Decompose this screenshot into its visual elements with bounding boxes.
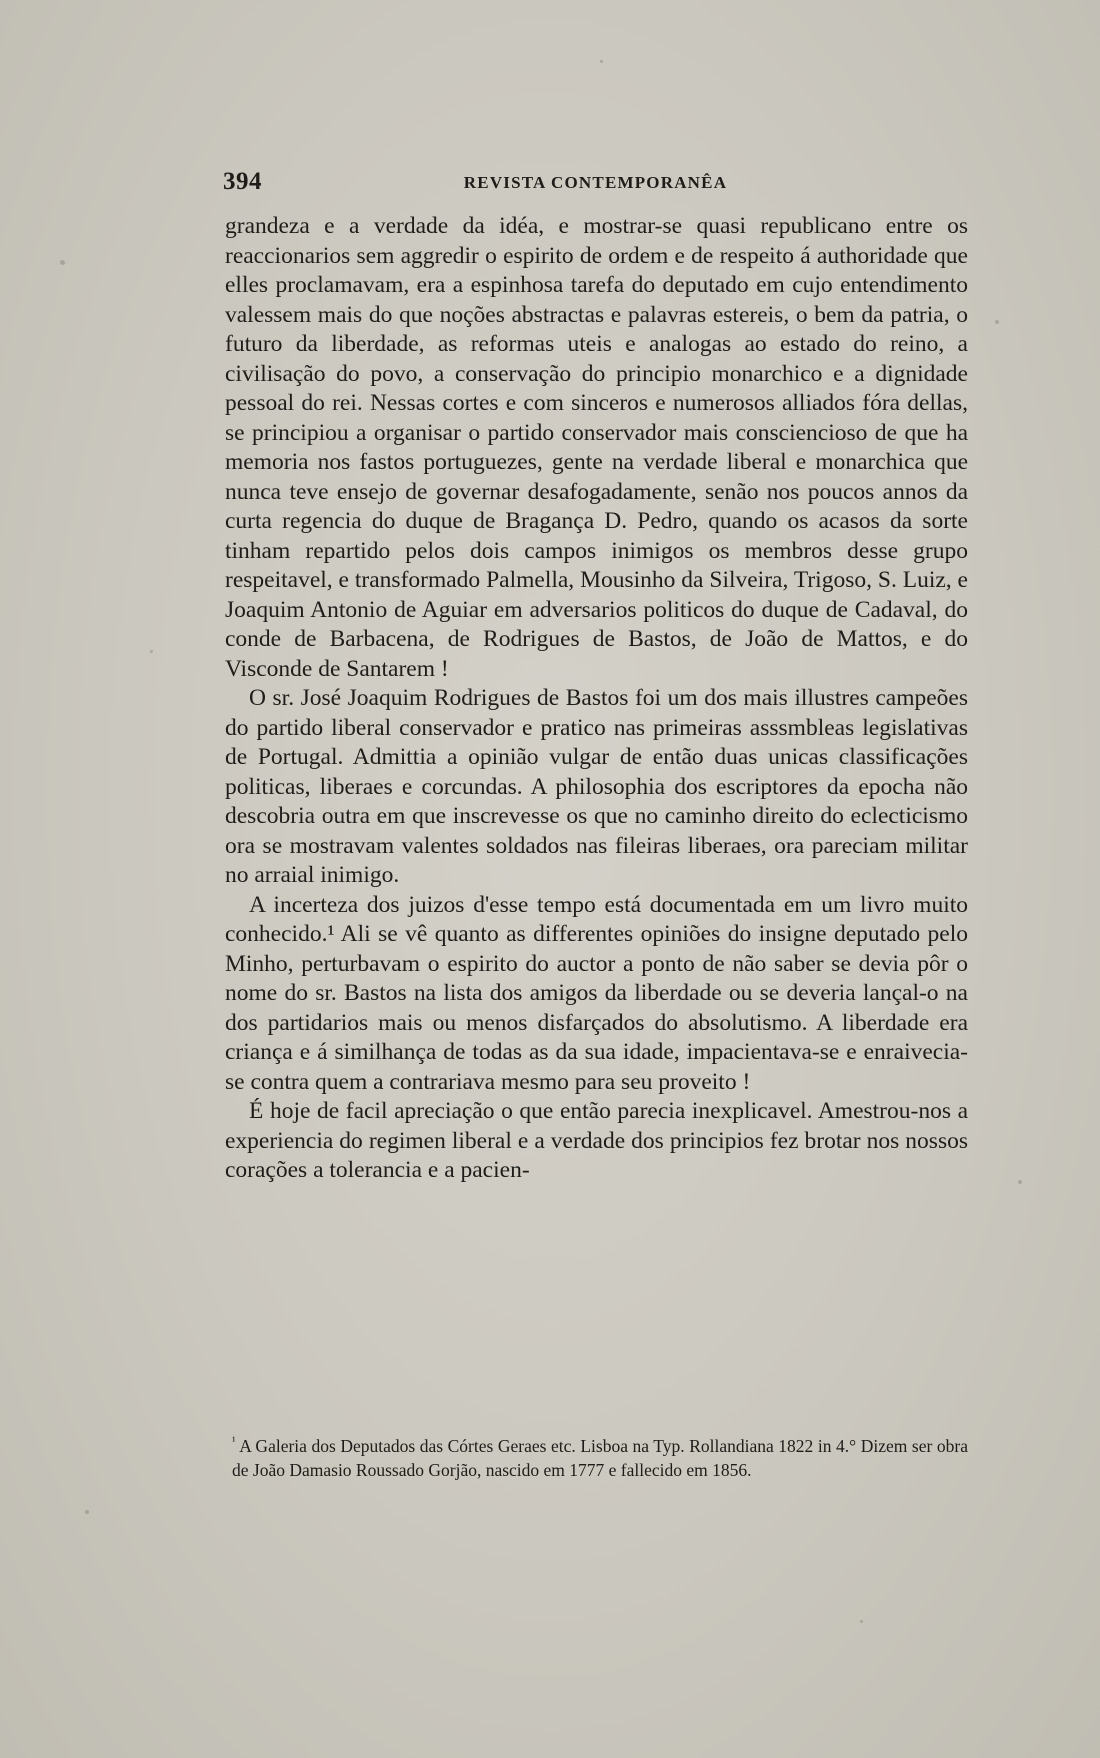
- footnote-text: A Galeria dos Deputados das Córtes Geraes etc. Lisboa na Typ. Rollandiana 1822 in 4.° Dizem ser obra de João Damasio Roussado Gorjão, nascido em 1777 e fallecido em 1856.: [232, 1436, 968, 1480]
- page-header: [223, 168, 968, 196]
- running-title: REVISTA CONTEMPORANÊA: [463, 173, 728, 192]
- paragraph-4: É hoje de facil apreciação o que então parecia inexplicavel. Amestrou-nos a experiencia do regimen liberal e a verdade dos principios fez brotar nos nossos corações a tolerancia e a pacien-: [225, 1098, 968, 1183]
- paragraph-2: O sr. José Joaquim Rodrigues de Bastos foi um dos mais illustres campeões do partido liberal conservador e pratico nas primeiras asssmbleas legislativas de Portugal. Admittia a opinião vulgar de então duas unicas classificações politicas, liberaes e corcundas. A philosophia dos escriptores da epocha não descobria outra em que inscrevesse os que no caminho direito do eclecticismo ora se mostravam valentes soldados nas fileiras liberaes, ora pareciam militar no arraial inimigo.: [225, 685, 968, 888]
- footnote: [232, 1434, 968, 1482]
- paragraph-1: grandeza e a verdade da idéa, e mostrar-se quasi republicano entre os reaccionarios sem aggredir o espirito de ordem e de respeito á authoridade que elles proclamavam, era a espinhosa tarefa do deputado em cujo entendimento valessem mais do que noções abstractas e palavras estereis, o bem da patria, o futuro da liberdade, as reformas uteis e analogas ao estado do reino, a civilisação do povo, a conservação do principio monarchico e a dignidade pessoal do rei. Nessas cortes e com sinceros e numerosos alliados fóra dellas, se principiou a organisar o partido conservador mais consciencioso de que ha memoria nos fastos portuguezes, gente na verdade liberal e monarchica que nunca teve ensejo de governar desafogadamente, senão nos poucos annos da curta regencia do duque de Bragança D. Pedro, quando os acasos da sorte tinham repartido pelos dois campos inimigos os membros desse grupo respeitavel, e transformado Palmella, Mousinho da Silveira, Trigoso, S. Luiz, e Joaquim Antonio de Aguiar em adversarios politicos do duque de Cadaval, do conde de Barbacena, de Rodrigues de Bastos, de João de Mattos, e do Visconde de Santarem !: [225, 213, 968, 682]
- footnote-marker: ¹: [232, 1434, 236, 1449]
- page-number: 394: [223, 168, 262, 195]
- body-text: [225, 212, 968, 1186]
- paragraph-3: A incerteza dos juizos d'esse tempo está documentada em um livro muito conhecido.¹ Ali se vê quanto as differentes opiniões do insigne deputado pelo Minho, perturbavam o espirito do auctor a ponto de não saber se devia pôr o nome do sr. Bastos na lista dos amigos da liberdade ou se deveria lançal-o na dos partidarios mais ou menos disfarçados do absolutismo. A liberdade era criança e á similhança de todas as da sua idade, impacientava-se e enraivecia-se contra quem a contrariava mesmo para seu proveito !: [225, 891, 968, 1095]
